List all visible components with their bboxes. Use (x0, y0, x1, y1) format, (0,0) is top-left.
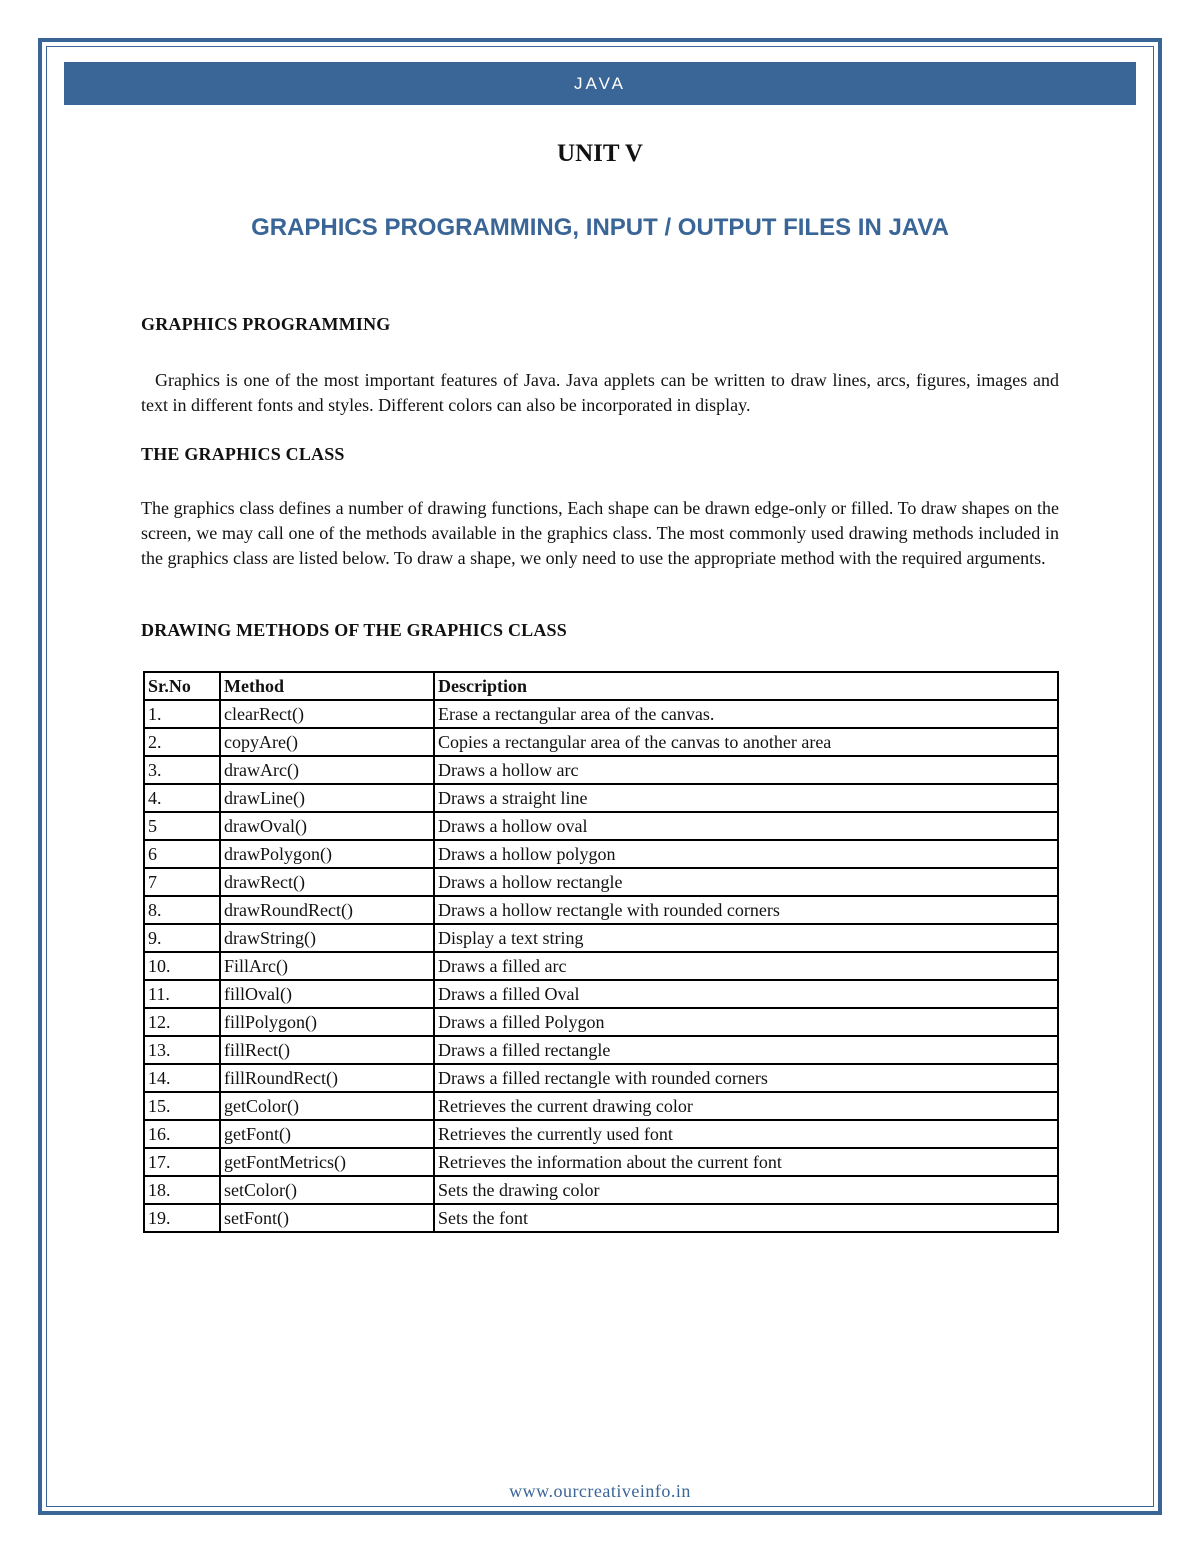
cell-method: fillRect() (220, 1036, 434, 1064)
table-row (144, 1120, 1058, 1148)
table-row (144, 896, 1058, 924)
cell-srno: 19. (144, 1204, 220, 1232)
table-row (144, 1148, 1058, 1176)
cell-method: getFont() (220, 1120, 434, 1148)
cell-description: Draws a filled rectangle with rounded corners (434, 1064, 1058, 1092)
table-row (144, 868, 1058, 896)
table-header-row (144, 672, 1058, 700)
cell-method: drawString() (220, 924, 434, 952)
cell-description: Draws a hollow oval (434, 812, 1058, 840)
cell-description: Retrieves the current drawing color (434, 1092, 1058, 1120)
cell-srno: 13. (144, 1036, 220, 1064)
cell-srno: 12. (144, 1008, 220, 1036)
table-row (144, 1176, 1058, 1204)
methods-table-body (144, 700, 1058, 1232)
column-header-description: Description (434, 672, 1058, 700)
cell-srno: 1. (144, 700, 220, 728)
table-row (144, 952, 1058, 980)
cell-srno: 16. (144, 1120, 220, 1148)
cell-method: drawRect() (220, 868, 434, 896)
cell-description: Retrieves the currently used font (434, 1120, 1058, 1148)
cell-srno: 7 (144, 868, 220, 896)
header-banner: JAVA (64, 62, 1136, 105)
heading-drawing-methods: DRAWING METHODS OF THE GRAPHICS CLASS (141, 620, 567, 640)
cell-srno: 11. (144, 980, 220, 1008)
cell-method: fillOval() (220, 980, 434, 1008)
cell-srno: 2. (144, 728, 220, 756)
cell-description: Display a text string (434, 924, 1058, 952)
cell-method: drawPolygon() (220, 840, 434, 868)
cell-srno: 3. (144, 756, 220, 784)
cell-method: getFontMetrics() (220, 1148, 434, 1176)
methods-table (143, 671, 1059, 1233)
cell-srno: 5 (144, 812, 220, 840)
cell-description: Draws a hollow arc (434, 756, 1058, 784)
cell-method: setColor() (220, 1176, 434, 1204)
cell-srno: 6 (144, 840, 220, 868)
cell-srno: 14. (144, 1064, 220, 1092)
cell-srno: 15. (144, 1092, 220, 1120)
paragraph-graphics-class: The graphics class defines a number of drawing functions, Each shape can be drawn edge-only or filled. To draw shapes on the screen, we may call one of the methods available in the graphics class. The most commonly used drawing methods included in the graphics class are listed below. To draw a shape, we only need to use the appropriate method with the required arguments. (141, 498, 1059, 568)
footer-url: www.ourcreativeinfo.in (509, 1481, 691, 1501)
cell-srno: 18. (144, 1176, 220, 1204)
cell-description: Draws a straight line (434, 784, 1058, 812)
table-row (144, 700, 1058, 728)
cell-method: fillRoundRect() (220, 1064, 434, 1092)
cell-method: drawRoundRect() (220, 896, 434, 924)
cell-description: Sets the font (434, 1204, 1058, 1232)
cell-description: Draws a filled rectangle (434, 1036, 1058, 1064)
table-row (144, 1204, 1058, 1232)
table-row (144, 1036, 1058, 1064)
cell-description: Draws a hollow polygon (434, 840, 1058, 868)
cell-method: drawLine() (220, 784, 434, 812)
cell-method: setFont() (220, 1204, 434, 1232)
table-row (144, 840, 1058, 868)
paragraph-graphics-intro: Graphics is one of the most important features of Java. Java applets can be written to draw lines, arcs, figures, images and text in different fonts and styles. Different colors can also be incorporated in display. (141, 370, 1059, 415)
cell-srno: 4. (144, 784, 220, 812)
cell-srno: 17. (144, 1148, 220, 1176)
page-title: GRAPHICS PROGRAMMING, INPUT / OUTPUT FILES IN JAVA (251, 214, 949, 241)
cell-method: drawOval() (220, 812, 434, 840)
cell-description: Draws a hollow rectangle with rounded corners (434, 896, 1058, 924)
column-header-srno: Sr.No (144, 672, 220, 700)
table-row (144, 980, 1058, 1008)
cell-description: Retrieves the information about the current font (434, 1148, 1058, 1176)
table-row (144, 1008, 1058, 1036)
cell-method: getColor() (220, 1092, 434, 1120)
cell-method: copyAre() (220, 728, 434, 756)
cell-description: Draws a filled Polygon (434, 1008, 1058, 1036)
cell-srno: 10. (144, 952, 220, 980)
cell-description: Sets the drawing color (434, 1176, 1058, 1204)
table-row (144, 1064, 1058, 1092)
table-row (144, 1092, 1058, 1120)
cell-description: Erase a rectangular area of the canvas. (434, 700, 1058, 728)
cell-method: drawArc() (220, 756, 434, 784)
table-row (144, 812, 1058, 840)
cell-method: clearRect() (220, 700, 434, 728)
cell-srno: 8. (144, 896, 220, 924)
table-row (144, 784, 1058, 812)
table-row (144, 924, 1058, 952)
table-row (144, 756, 1058, 784)
cell-description: Draws a hollow rectangle (434, 868, 1058, 896)
unit-title: UNIT V (557, 140, 643, 167)
cell-description: Draws a filled arc (434, 952, 1058, 980)
cell-method: fillPolygon() (220, 1008, 434, 1036)
cell-srno: 9. (144, 924, 220, 952)
column-header-method: Method (220, 672, 434, 700)
heading-graphics-class: THE GRAPHICS CLASS (141, 444, 345, 464)
cell-description: Copies a rectangular area of the canvas to another area (434, 728, 1058, 756)
table-row (144, 728, 1058, 756)
cell-method: FillArc() (220, 952, 434, 980)
cell-description: Draws a filled Oval (434, 980, 1058, 1008)
heading-graphics-programming: GRAPHICS PROGRAMMING (141, 314, 391, 334)
